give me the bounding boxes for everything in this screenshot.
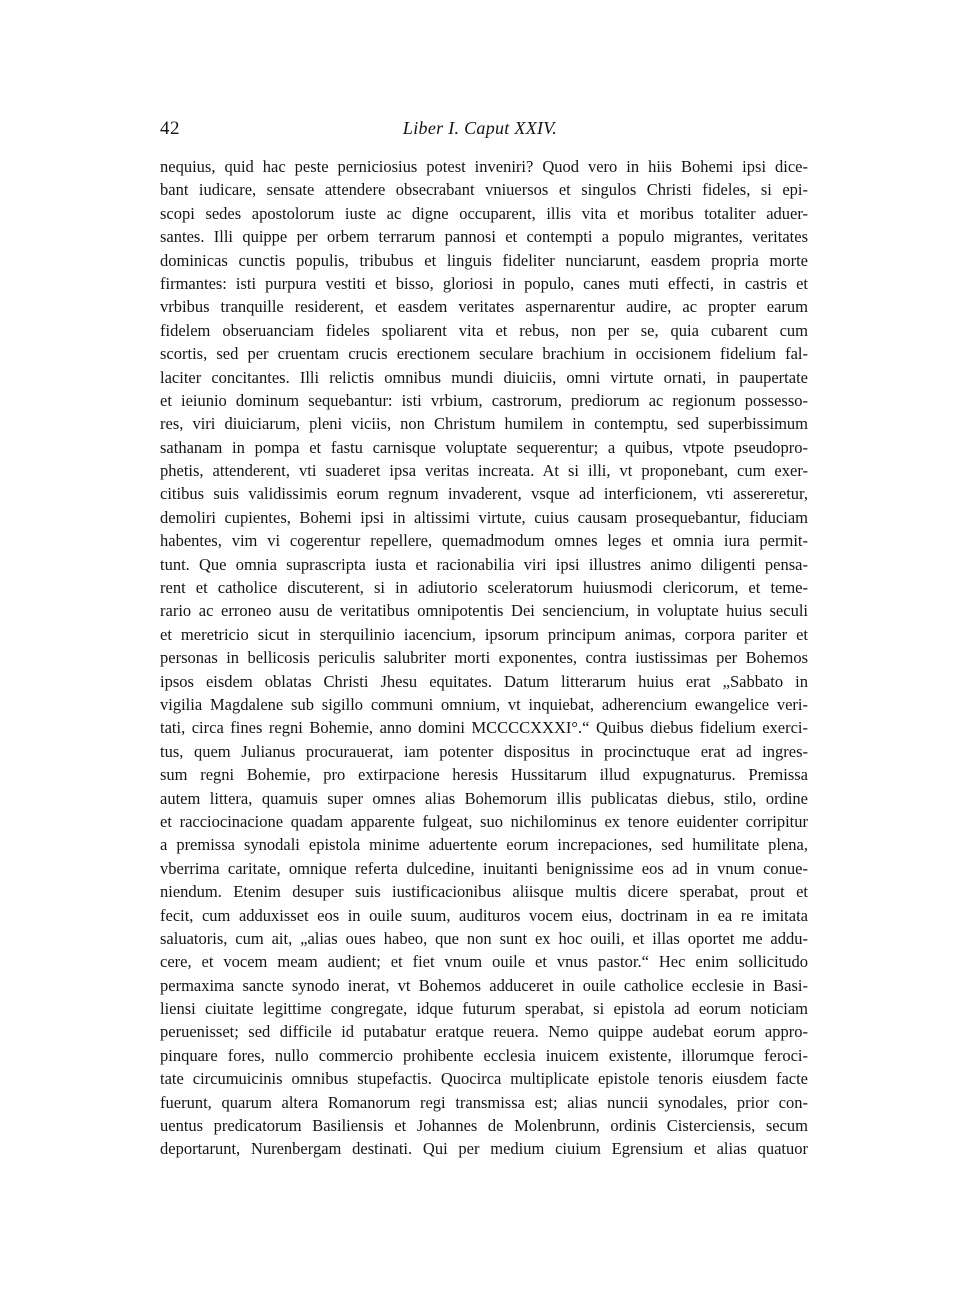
text-line: scopi sedes apostolorum iuste ac digne occuparent, illis vita et moribus totaliter aduer- <box>160 203 808 223</box>
text-line: saluatoris, cum ait, „alias oues habeo, que non sunt ex hoc ouili, et illas oportet me addu- <box>160 928 808 948</box>
text-line: scortis, sed per cruentam crucis erectionem seculare brachium in occisionem fidelium fal- <box>160 344 808 364</box>
text-line: sathanam in pompa et fastu carnisque voluptate sequerentur; a quibus, vtpote pseudopro- <box>160 437 808 457</box>
text-line: vrbibus tranquille residerent, et easdem veritates aspernarentur audire, ac propter earum <box>160 297 808 317</box>
text-line: nequius, quid hac peste perniciosius potest inveniri? Quod vero in hiis Bohemi ipsi dice- <box>160 157 808 176</box>
text-line: pinquare fores, nullo commercio prohibente ecclesia inuicem existente, illorumque feroci- <box>160 1045 808 1065</box>
text-line: rario ac erroneo ausu de veritatibus omnipotentis Dei senciencium, in voluptate huius seculi <box>160 601 808 621</box>
text-line: cere, et vocem meam audient; et fiet vnum ouile et vnus pastor.“ Hec enim sollicitudo <box>160 952 808 972</box>
text-line: tate circumuicinis omnibus stupefactis. Quocirca multiplicate epistole tenoris eiusdem facte <box>160 1069 808 1089</box>
text-line: tus, quem Julianus procurauerat, iam potenter dispositus in procinctuque erat ad ingres- <box>160 741 808 761</box>
text-line: sum regni Bohemie, pro extirpacione heresis Hussitarum illud expugnaturus. Premissa <box>160 765 808 785</box>
text-line: firmantes: isti purpura vestiti et bisso, gloriosi in populo, canes muti effecti, in castris et <box>160 273 808 293</box>
text-line: et racciocinacione quadam apparente fulgeat, suo nichilominus ex tenore euidenter corripitur <box>160 811 808 831</box>
text-line: tunt. Que omnia suprascripta iusta et racionabilia viri ipsi illustres animo diligenti pensa- <box>160 554 808 574</box>
text-line: permaxima sancte synodo inerat, vt Bohemos adduceret in ouile catholice ecclesie in Basi- <box>160 975 808 995</box>
text-line: vigilia Magdalene sub sigillo communi omnium, vt inquiebat, adherencium ewangelice veri- <box>160 694 808 714</box>
text-line: autem littera, quamuis super omnes alias Bohemorum illis publicatas diebus, stilo, ordine <box>160 788 808 808</box>
text-line: ipsos eisdem oblatas Christi Jhesu equitates. Datum litterarum huius erat „Sabbato in <box>160 671 808 691</box>
text-line: et meretricio sicut in sterquilinio iacencium, ipsorum principum animas, corpora pariter et <box>160 624 808 644</box>
text-line: laciter concitantes. Illi relictis omnibus mundi diuiciis, omni virtute ornati, in paupertate <box>160 367 808 387</box>
text-line: niendum. Etenim desuper suis iustificacionibus aliisque multis dicere sperabat, prout et <box>160 882 808 902</box>
text-line: deportarunt, Nurenbergam destinati. Qui per medium ciuium Egrensium et alias quatuor <box>160 1139 808 1159</box>
text-line: habentes, vim vi cogerentur repellere, quemadmodum omnes leges et omnia iura permit- <box>160 531 808 551</box>
text-line: personas in bellicosis periculis salubriter morti exponentes, contra iustissimas per Bohemos <box>160 648 808 668</box>
text-line: peruenisset; sed difficile id putabatur eratque reuera. Nemo quippe audebat eorum appro- <box>160 1022 808 1042</box>
text-line: tati, circa fines regni Bohemie, anno domini MCCCCXXXI°.“ Quibus diebus fidelium exerci- <box>160 718 808 738</box>
text-line: bant iudicare, sensate attendere obsecrabant vniuersos et singulos Christi fideles, si epi- <box>160 180 808 200</box>
text-line: santes. Illi quippe per orbem terrarum pannosi et contempti a populo migrantes, veritates <box>160 227 808 247</box>
text-line: fidelem obseruanciam fideles spoliarent vita et rebus, non per se, quia cubarent cum <box>160 320 808 340</box>
text-line: uentus predicatorum Basiliensis et Johannes de Molenbrunn, ordinis Cisterciensis, secum <box>160 1116 808 1136</box>
text-line: liensi ciuitate legittime congregate, idque futurum sperabat, si epistola ad eorum noticiam <box>160 999 808 1019</box>
text-line: et ieiunio dominum sequebantur: isti vrbium, castrorum, prediorum ac regionum possesso- <box>160 390 808 410</box>
text-line: a premissa synodali epistola minime aduertente eorum increpaciones, sed humilitate plena, <box>160 835 808 855</box>
text-line: fuerunt, quarum altera Romanorum regi transmissa est; alias nuncii synodales, prior con- <box>160 1092 808 1112</box>
text-line: citibus suis validissimis eorum regnum invaderent, vsque ad interficionem, vti assereretur, <box>160 484 808 504</box>
body-text <box>160 155 808 1161</box>
text-line: phetis, attenderent, vti suaderet ipsa veritas increata. At si illi, vt proponebant, cum exer- <box>160 461 808 481</box>
text-line: demoliri cupientes, Bohemi ipsi in altissimi virtute, cuius causam prosequebantur, fiduciam <box>160 507 808 527</box>
text-line: dominicas cunctis populis, tribubus et linguis fideliter nunciarunt, easdem propria morte <box>160 250 808 270</box>
running-title: Liber I. Caput XXIV. <box>402 118 558 138</box>
text-line: fecit, cum adduxisset eos in ouile suum, audituros vocem eius, doctrinam in ea re imitata <box>160 905 808 925</box>
text-line: rent et catholice discuterent, si in adiutorio sceleratorum huiusmodi clericorum, et teme- <box>160 578 808 598</box>
text-line: res, viri diuiciarum, pleni viciis, non Christum humilem in contemptu, sed superbissimum <box>160 414 808 434</box>
text-line: vberrima caritate, omnique referta dulcedine, inuitanti benignissime eos ad in vnum conue- <box>160 858 808 878</box>
page-number: 42 <box>160 118 180 139</box>
